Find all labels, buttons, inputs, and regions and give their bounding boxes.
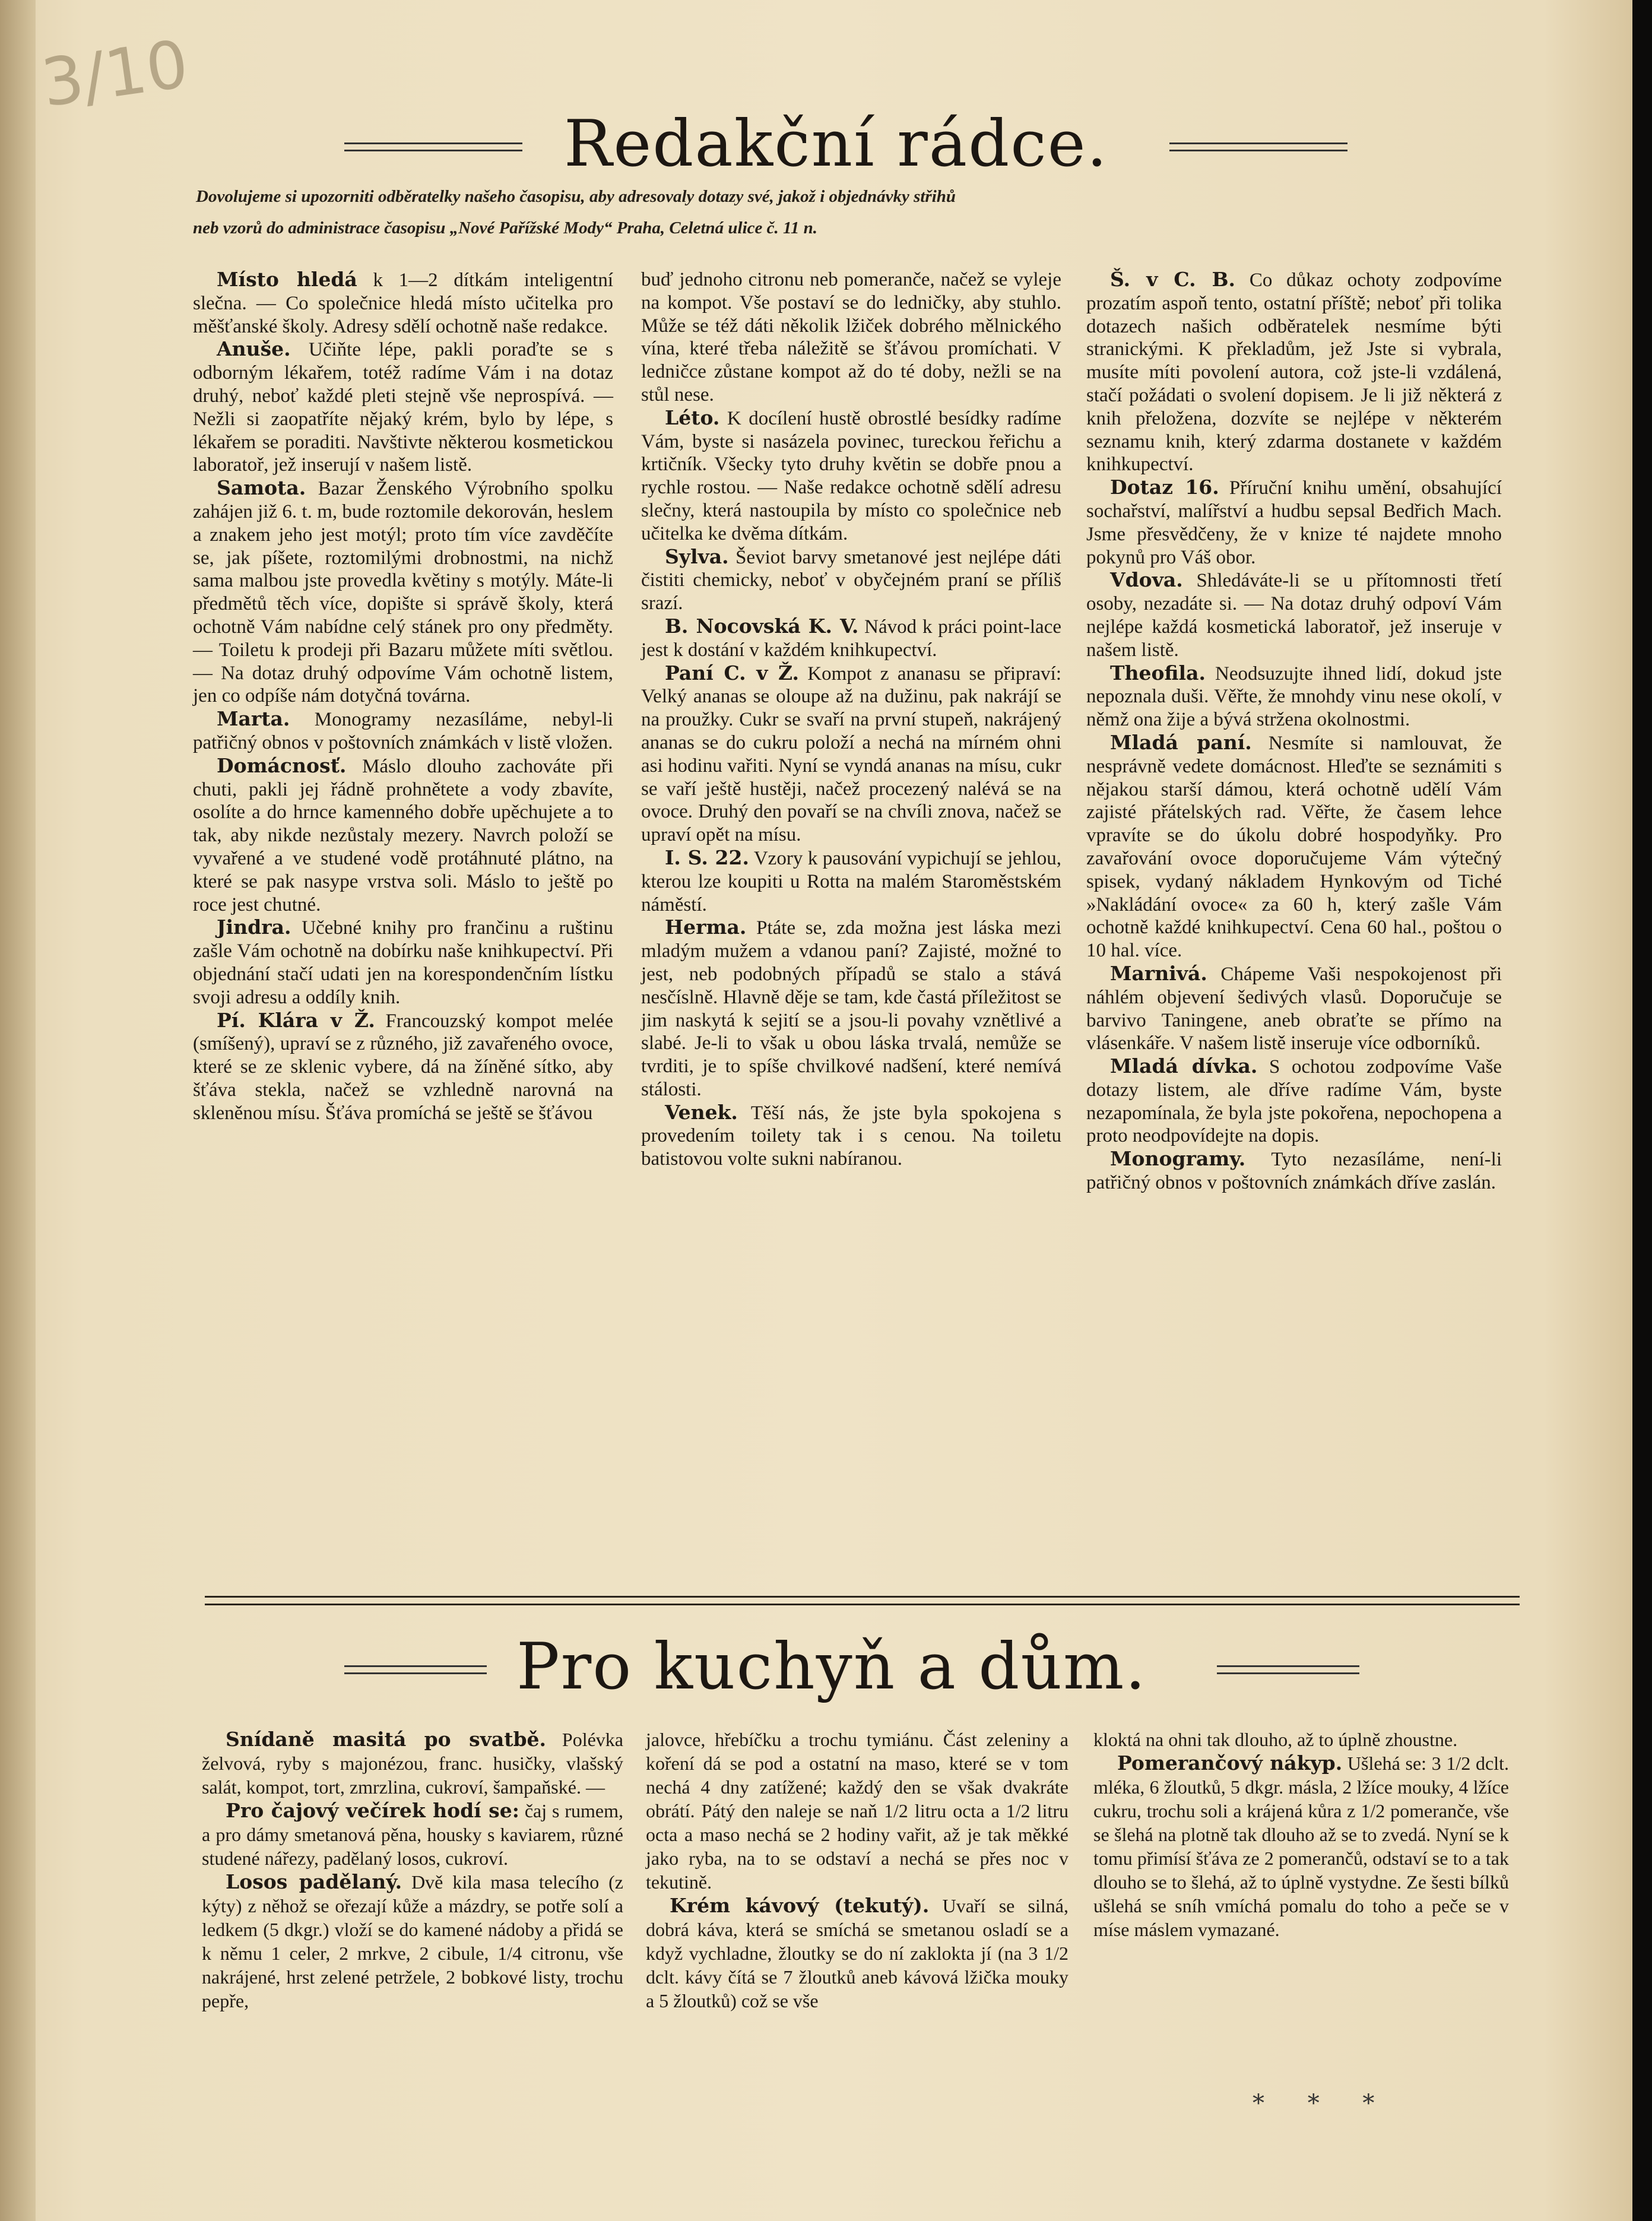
entry-text: Tyto nezasíláme, není-li patřičný obnos v poštovních známkách dříve zaslán. — [1086, 1149, 1502, 1194]
entry-heading: Samota. — [217, 476, 306, 500]
column-entry — [1086, 731, 1502, 962]
column-entry — [1093, 1751, 1509, 1941]
section-separator — [205, 1596, 1520, 1605]
intro-line-2: neb vzorů do administrace časopisu „Nové Pařížské Mody“ Praha, Celetná ulice č. 11 n. — [193, 218, 818, 237]
entry-heading: Domácnosť. — [217, 753, 347, 777]
entry-text: Uvaří se silná, dobrá káva, která se smíchá se smetanou osladí se a když vychladne, žloutky se do ní zaklokta jí (na 3 1/2 dclt. kávy čítá se 7 žloutků aneb kávová lžička mouky a 5 žloutků) což se vše — [646, 1895, 1068, 2011]
entry-heading: Paní C. v Ž. — [665, 661, 799, 685]
header-rule-right — [1169, 142, 1347, 151]
entry-text: Příruční knihu umění, obsahující sochařství, malířství a hudbu sepsal Bedřich Mach. Jsme přesvědčeny, že v knize té najdete mnoho pokynů pro Váš obor. — [1086, 477, 1502, 568]
entry-text: Kompot z ananasu se připraví: Velký ananas se oloupe až na dužinu, pak nakrájí se na proužky. Cukr se svaří na první stupeň, nakrájený ananas se do cukru položí a nechá na mírném ohni asi hodinu vařiti. Nyní se vyndá ananas na mísu, cukr se vaří ještě hustěji, načež procezený nalévá se na ovoce. Druhý den povaří se na chvíli znova, načež se upraví opět na mísu. — [641, 663, 1061, 846]
entry-text: k 1—2 dítkám inteligentní slečna. — Co společnice hledá místo učitelka pro měšťanské školy. Adresy sdělí ochotně naše redakce. — [193, 270, 613, 337]
entry-heading: Venek. — [665, 1100, 738, 1124]
entry-text: kloktá na ohni tak dlouho, až to úplně zhoustne. — [1093, 1729, 1458, 1750]
header2-rule-left — [344, 1665, 487, 1674]
entry-heading: I. S. 22. — [665, 845, 749, 869]
section2-title: Pro kuchyň a dům. — [516, 1630, 1147, 1704]
entry-heading: Pomerančový nákyp. — [1117, 1751, 1343, 1775]
entry-heading: Marnivá. — [1110, 961, 1207, 985]
entry-text: Monogramy nezasíláme, nebyl-li patřičný obnos v poštovních známkách v listě vložen. — [193, 709, 613, 753]
column-entry — [641, 268, 1061, 407]
entry-text: Shledáváte-li se u přítomnosti třetí osoby, nezadáte si. — Na dotaz druhý odpoví Vám nejlépe každá kosmetická laboratoř, jež inseruje v našem listě. — [1086, 570, 1502, 661]
entry-heading: Vdova. — [1110, 568, 1183, 592]
column-entry — [193, 477, 613, 708]
entry-text: Těší nás, že jste byla spokojena s provedením toilety tak i s cenou. Na toiletu batistovou volte sukni nabíranou. — [641, 1102, 1061, 1170]
entry-text: Ševiot barvy smetanové jest nejlépe dáti čistiti chemicky, neboť v obyčejném praní se příliš srazí. — [641, 546, 1061, 614]
entry-text: jalovce, hřebíčku a trochu tymiánu. Část zeleniny a koření dá se pod a ostatní na maso, které se v tom nechá 4 dny zatížené; každý den se však dvakráte obrátí. Pátý den naleje se naň 1/2 litru octa a 1/2 litru octa a maso nechá se 2 hodiny vařit, až je tak měkké jako ryba, na to se odstaví a nechá se přes noc v tekutině. — [646, 1729, 1068, 1893]
entry-heading: Mladá paní. — [1110, 730, 1252, 754]
column-entry — [193, 268, 613, 338]
header-rule-left — [344, 142, 522, 151]
entry-text: buď jednoho citronu neb pomeranče, načež se vyleje na kompot. Vše postaví se do ledničky, aby stuhlo. Může se též dáti několik lžiček dobrého mělnického vína, které třeba náležitě se šťávou promíchati. V ledničce zůstane kompot až do té doby, nežli se na stůl nese. — [641, 269, 1061, 405]
entry-heading: Herma. — [665, 915, 747, 939]
section2-column-3 — [1093, 1728, 1509, 1941]
column-entry — [641, 407, 1061, 546]
section2-header — [344, 1630, 1353, 1719]
entry-text: Francouzský kompot melée (smíšený), upraví se z různého, již zavařeného ovoce, které se ze sklenic vybere, dá na žíněné sítko, aby šťáva stekla, načež se vzhledně narovná na skleněnou mísu. Šťáva promíchá se ještě se šťávou — [193, 1010, 613, 1124]
entry-heading: Mladá dívka. — [1110, 1054, 1258, 1078]
column-entry — [202, 1870, 623, 2013]
column-entry — [1086, 962, 1502, 1055]
entry-text: Učebné knihy pro frančinu a ruštinu zašle Vám ochotně na dobírku naše knihkupectví. Při objednání stačí udati jen na korespondenčním lístku svoji adresu a oddíly knih. — [193, 917, 613, 1008]
column-entry — [193, 708, 613, 755]
section1-column-1 — [193, 268, 613, 1124]
section2-column-2 — [646, 1728, 1068, 2013]
section1-column-2 — [641, 268, 1061, 1171]
column-entry — [641, 916, 1061, 1101]
entry-heading: Sylva. — [665, 544, 729, 568]
entry-text: Nesmíte si namlouvat, že nesprávně vedete domácnost. Hleďte se seznámiti s nějakou starší dámou, která ochotně udělí Vám zajisté přátelských rad. Věřte, že časem lehce vpravíte se do úkolu dobré hospodyňky. Pro zavařování ovoce doporučujeme Vám výtečný spisek, vydaný nákladem Hynkovým od Tiché »Nakládání ovoce« za 60 h, který zašle Vám ochotně každé knihkupectví. Cena 60 hal., poštou o 10 hal. více. — [1086, 732, 1502, 962]
scan-edge — [1632, 0, 1652, 2221]
entry-text: Co důkaz ochoty zodpovíme prozatím aspoň tento, ostatní příště; neboť při tolika dotazech našich odběratelek nesmíme býti stranickými. K překladům, jež Jste si vybrala, musíte míti povolení autora, což jste-li vzdálená, stačí požádati o svolení dopisem. Je li již některá z knih přeložena, dozvíte se nejlépe v některém seznamu knih, který zdarma dostanete v každém knihkupectví. — [1086, 270, 1502, 476]
column-entry — [202, 1799, 623, 1870]
column-entry — [641, 662, 1061, 847]
column-entry — [646, 1894, 1068, 2013]
entry-text: Bazar Ženského Výrobního spolku zahájen již 6. t. m, bude roztomile dekorován, heslem a znakem jeho jest motýl; proto tím více zavděčíte se, jak píšete, roztomilými drobnostmi, na nichž sama malbou jste provedla květiny s motýly. Máte-li předmětů těch více, dopište si správě školy, která ochotně Vám nabídne celý stánek pro ony předměty. — Toiletu k prodeji při Bazaru můžete míti světlou. — Na dotaz druhý odpovíme Vám ochotně listem, jen co odpíše nám dotyčná továrna. — [193, 478, 613, 707]
entry-heading: Theofila. — [1110, 661, 1206, 685]
column-entry — [1086, 476, 1502, 569]
entry-text: Ušlehá se: 3 1/2 dclt. mléka, 6 žloutků, 5 dkgr. másla, 2 lžíce mouky, 4 lžíce cukru, trochu soli a krájená kůra z 1/2 pomeranče, vše se šlehá na plotně tak dlouho až se to zvedá. Nyní se k tomu přimísí šťáva ze 2 pomerančů, odstaví se to a tak dlouho se to šlehá, až to úplně vystydne. Ze šesti bílků ušlehá se sníh vmíchá pomalu do toho a peče se v míse máslem vymazané. — [1093, 1753, 1509, 1940]
entry-text: Neodsuzujte ihned lidí, dokud jste nepoznala duši. Věřte, že mnohdy vinu nese okolí, v němž ona žije a bývá stržena okolnostmi. — [1086, 663, 1502, 731]
entry-heading: Krém kávový (tekutý). — [670, 1894, 930, 1917]
column-entry — [202, 1728, 623, 1799]
entry-heading: Anuše. — [217, 337, 291, 361]
column-entry — [193, 1009, 613, 1125]
section1-header — [344, 101, 1353, 190]
entry-text: Chápeme Vaši nespokojenost při náhlém objevení šedivých vlasů. Doporučuje se barvivo Taningene, aneb obraťte se přímo na vlásenkáře. V našem listě inseruje více odborníků. — [1086, 963, 1502, 1054]
entry-text: K docílení hustě obrostlé besídky radíme Vám, byste si nasázela povinec, tureckou řeřichu a krtičník. Všecky tyto druhy květin se dobře pnou a rychle rostou. — Naše redakce ochotně sdělí adresu slečny, která nastoupila by místo co společnice neb učitelka ke dvěma dítkám. — [641, 407, 1061, 544]
entry-text: Máslo dlouho zachováte při chuti, pakli jej řádně prohnětete a vody zbavíte, osolíte a do hrnce kamenného dobře upěchujete a to tak, aby nikde nezůstaly mezery. Navrch položí se vyvařené a ve studené vodě protáhnuté plátno, na které se pak nasype vrstva soli. Máslo to ještě po roce jest chutné. — [193, 755, 613, 915]
entry-text: Dvě kila masa telecího (z kýty) z něhož se ořezají kůže a mázdry, se potře solí a ledkem (5 dkgr.) vloží se do kamené nádoby a přidá se k němu 1 celer, 2 mrkve, 2 cibule, 1/4 citronu, vše nakrájené, hrst zelené petržele, 2 bobkové listy, trochu pepře, — [202, 1871, 623, 2011]
entry-heading: Losos padělaný. — [226, 1870, 402, 1893]
binding-spine — [0, 0, 36, 2221]
entry-text: Návod k práci point-lace jest k dostání v každém knihkupectví. — [641, 616, 1061, 661]
entry-heading: Š. v C. B. — [1110, 268, 1236, 291]
entry-heading: Monogramy. — [1110, 1147, 1246, 1171]
column-entry — [1086, 662, 1502, 731]
entry-text: Ptáte se, zda možna jest láska mezi mladým mužem a vdanou paní? Zajisté, možné to jest, neb podobných případů se stalo a stává nesčíslně. Hlavně děje se tam, kde častá příležitost se jim naskytá k sejití se a jsou-li povahy vznětlivé a slabé. Je-li to však u obou láska trvalá, nemůže se tvrditi, je to spíše chvilkové nadšení, které nemívá stálosti. — [641, 917, 1061, 1100]
section1-intro — [193, 181, 1496, 244]
column-entry — [641, 847, 1061, 916]
column-entry — [1086, 1055, 1502, 1148]
entry-text: S ochotou zodpovíme Vaše dotazy listem, ale dříve radíme Vám, byste nezapomínala, že byla jste pokořena, nepochopena a proto neodpovídejte na dopis. — [1086, 1056, 1502, 1147]
entry-text: Polévka želvová, ryby s majonézou, franc. husičky, vlašský salát, kompot, tort, zmrzlina, cukroví, šampaňské. — — [202, 1729, 623, 1798]
entry-heading: Snídaně masitá po svatbě. — [226, 1728, 547, 1751]
column-entry — [193, 755, 613, 917]
column-entry — [1086, 1148, 1502, 1195]
section1-title: Redakční rádce. — [564, 107, 1108, 181]
entry-text: Vzory k pausování vypichují se jehlou, kterou lze koupiti u Rotta na malém Staroměstském náměstí. — [641, 847, 1061, 915]
column-entry — [641, 1101, 1061, 1171]
entry-heading: Marta. — [217, 707, 290, 731]
column-entry — [1086, 268, 1502, 476]
entry-heading: Pí. Klára v Ž. — [217, 1008, 375, 1032]
entry-heading: Místo hledá — [217, 268, 357, 291]
header2-rule-right — [1217, 1665, 1359, 1674]
entry-heading: Léto. — [665, 405, 720, 429]
entry-heading: B. Nocovská K. V. — [665, 614, 859, 638]
column-entry — [641, 615, 1061, 662]
entry-text: Učiňte lépe, pakli poraďte se s odborným lékařem, totéž radíme Vám i na dotaz druhý, neboť každé pleti stejně vše neprospívá. — Nežli si zaopatříte nějaký krém, bylo by lépe, s lékařem se poraditi. Navštivte některou kosmetickou laboratoř, jež inserují v našem listě. — [193, 339, 613, 476]
entry-heading: Dotaz 16. — [1110, 476, 1219, 499]
column-entry — [641, 546, 1061, 615]
entry-text: čaj s rumem, a pro dámy smetanová pěna, housky s kaviarem, různé studené nářezy, padělaný losos, cukroví. — [202, 1800, 624, 1869]
end-mark: * * * — [1253, 2090, 1393, 2117]
intro-line-1: Dovolujeme si upozorniti odběratelky našeho časopisu, aby adresovaly dotazy své, jakož i objednávky střihů — [196, 187, 956, 206]
column-entry — [646, 1728, 1068, 1894]
column-entry — [193, 338, 613, 477]
entry-heading: Jindra. — [217, 915, 291, 939]
section1-column-3 — [1086, 268, 1502, 1195]
section2-column-1 — [202, 1728, 623, 2013]
column-entry — [1086, 569, 1502, 661]
column-entry — [1093, 1728, 1509, 1751]
entry-heading: Pro čajový večírek hodí se: — [226, 1799, 519, 1822]
margin-pencil-note: 3/10 — [37, 26, 193, 122]
column-entry — [193, 916, 613, 1009]
